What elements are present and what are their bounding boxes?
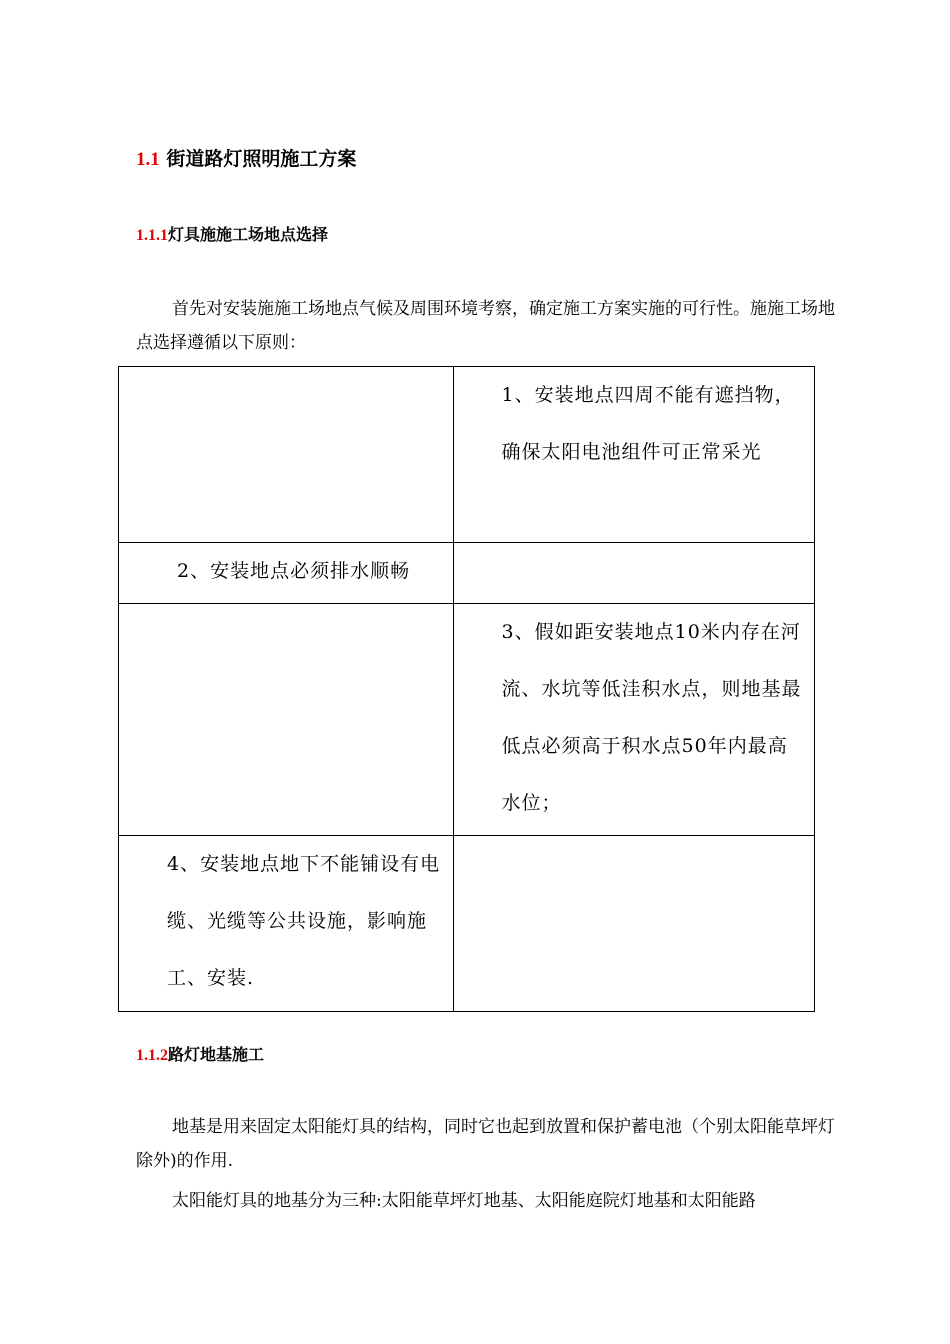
section-1-paragraph — [136, 292, 841, 360]
section-1-number: 1.1.1 — [136, 227, 168, 244]
site-selection-table — [118, 366, 815, 1012]
table-row — [119, 543, 815, 604]
section-2-title: 路灯地基施工 — [168, 1045, 265, 1064]
section-2-paragraph-1 — [136, 1110, 841, 1178]
section-2-paragraph-2 — [136, 1184, 841, 1218]
table-cell — [453, 543, 814, 604]
section-1-paragraph-text: 首先对安装施施工场地点气候及周围环境考察，确定施工方案实施的可行性。施施工场地点选择遵循以下原则： — [136, 299, 835, 353]
section-2-paragraph-1-text: 地基是用来固定太阳能灯具的结构，同时它也起到放置和保护蓄电池（个别太阳能草坪灯除外)的作用. — [136, 1117, 835, 1171]
table-cell — [119, 604, 454, 836]
table-row — [119, 836, 815, 1012]
table-cell: 4、安装地点地下不能铺设有电缆、光缆等公共设施，影响施工、安装. — [119, 836, 454, 1012]
table-cell — [453, 836, 814, 1012]
table-cell: 3、假如距安装地点10米内存在河流、水坑等低洼积水点，则地基最低点必须高于积水点50年内最高水位； — [453, 604, 814, 836]
table-row — [119, 604, 815, 836]
section-2-paragraph-2-text: 太阳能灯具的地基分为三种:太阳能草坪灯地基、太阳能庭院灯地基和太阳能路 — [172, 1191, 756, 1211]
section-1-title: 灯具施施工场地点选择 — [168, 225, 329, 244]
table-cell: 1、安装地点四周不能有遮挡物，确保太阳电池组件可正常采光 — [453, 367, 814, 543]
heading-1 — [136, 144, 356, 171]
section-2-heading — [136, 1042, 264, 1065]
table-cell — [119, 367, 454, 543]
section-1-heading — [136, 222, 328, 245]
heading-1-number: 1.1 — [136, 149, 160, 170]
table-cell: 2、安装地点必须排水顺畅 — [119, 543, 454, 604]
table-row — [119, 367, 815, 543]
heading-1-title: 街道路灯照明施工方案 — [166, 148, 357, 170]
section-2-number: 1.1.2 — [136, 1047, 168, 1064]
